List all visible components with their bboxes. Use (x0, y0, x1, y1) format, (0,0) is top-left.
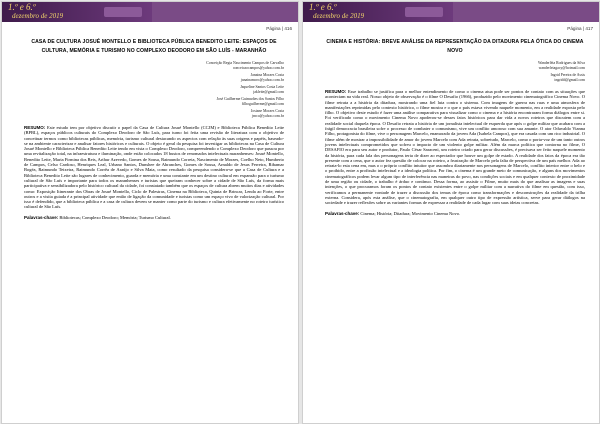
abstract-label: RESUMO: (325, 89, 347, 94)
abstract-label: RESUMO: (24, 125, 46, 130)
keywords (24, 215, 284, 220)
author-name: Jaqueline Santos Costa Leite (240, 85, 284, 89)
journal-banner (303, 2, 599, 22)
author-email: janainamorc@yahoo.com.br (240, 78, 284, 82)
abstract (325, 89, 585, 206)
keywords-label: Palavras-chave: (24, 214, 59, 220)
author-email: filhoguilherme@gmail.com (241, 102, 284, 106)
banner-right-band (152, 2, 298, 22)
journal-date: dezembro de 2019 (313, 12, 365, 20)
author (325, 61, 585, 71)
journal-title: 1.º e 6.º (8, 2, 36, 12)
author (24, 85, 284, 95)
right-page (302, 1, 600, 424)
author-list (325, 61, 585, 83)
author-name: Conceição Regia Nascimento Campos de Carvalho (206, 61, 284, 65)
keywords-text: Bibliotecas; Complexo Deodoro; Memória; Turismo Cultural. (59, 214, 171, 220)
author-name: Wanderléia Rodrigues da Silva (537, 61, 585, 65)
author (24, 61, 284, 71)
keywords (325, 211, 585, 216)
keywords-text: Cinema; História; Ditadura; Movimento Cinema Novo. (360, 210, 461, 216)
author-name: Janaina Moraes Costa (250, 73, 284, 77)
abstract-text: Este estudo tem por objetivo discutir o papel da Casa de Cultura Josué Montello (CCJM) e Biblioteca Pública Benedito Leite (BPBL), espaços públicos culturais do Complexo Deodoro de São Luís, para turno foi feita uma revisão de literatura com o objetivo de conceituar termos como bibliotecas públicas, memória, turismo cultural destacando os aspectos com relação às suas origens e papéis, baseado-se na ambiente caracterizar e analisar fatores históricos e culturais. O objeto é geral da pesquisa foi investigar as bibliotecas na Casa de Cultura Josué Montello e Biblioteca Pública Benedito Leite tendo em vista o Complexo Deodoro, compreendendo o Complexo Deodoro que passou por uma revitalização total, na infraestrutura e iluminação, onde estão colocados 18 bustos de renomados intelectuais maranhenses: Josué Montello, Benedito Leite, Maria Firmina dos Reis, Arthur Azevedo, Gomes de Sousa, Raimundo Correia, Nascimento de Moraes, Coelho Neto, Humberto de Campos, Celso Cardoso, Henriques Leal, Urbano Santos, Dunshee de Abranches, Gomes de Sousa, Arnaldo de Jesus Ferreira, Ribamar Bogéa, Raimundo Teixeira, Raimundo Corrêa de Araújo e Silva Maia, como resultado da pesquisa considera-se que a Casa de Cultura e a Biblioteca Benedito Leite são lugares de conhecimento, guarda e memória e uma constante em um destino cultural em expansão para o turismo cultural de São Luís e importante para todos os maranhenses e turistas que queiram conhecer sobre a cidade de São Luís, da forma mais participativa e sensibilizadora pelo histórico cultural da cidade, foi constatado também que os espaços de cultura abrem muitos dias e atividades como: Exposição Itinerante dos Obras de Josué Montello, Ciclo de Palestras, Cinema na Biblioteca, Quinta de Brincar, Lenda ao Forte, entre outros e a visita guiada é a principal atividade que então de ligação da comunidade e turistas como um espaço vivo de valorização cultural. Por isso é defendido, que a biblioteca pública e a casa de cultura devem se manter como parte do turismo e cultura efetivamente no roteiro turístico cultural de São Luís. (24, 125, 284, 210)
banner-decoration (405, 7, 443, 17)
article-title: CASA DE CULTURA JOSUÉ MONTELLO E BIBLIOTECA PÚBLICA BENEDITO LEITE: ESPAÇOS DE CULTURA, MEMÓRIA E TURISMO NO COMPLEXO DEODORO EM SÃO LUÍS - MARANHÃO (31, 39, 277, 54)
author-name: José Guilherme Guimarães dos Santos Filho (216, 97, 284, 101)
author (24, 109, 284, 119)
article-content (325, 38, 585, 216)
author-email: conceicaocampos@yahoo.com.br (232, 66, 284, 70)
abstract-text: Esse trabalho se justifica para o melhor entendimento de como o cinema atua pode ser pontos de contato com as situações que aconteciam na vida real. Nosso objeto de observação é o filme O Desafio (1966), produzido pelo movimento cinematográfico Cinema Novo. O filme retrata a a história da ditadura, mostrando uma fiel luta contra o sistema. Com imagens de guerra nas ruas e uma atmosfera de manifestações reprimidas pelo contexto histórico, o filme mostra e o que o país estava vivendo naquele momento, em a realidade exposta pelo filho. O objetivo deste estudo é fazer uma análise comparativa para visualizar como o cinema e a história encontraram forma diálogos entre si. Foi verificado como o movimento Cinema Novo apoderou-se desses fatos históricos para dar vida a novos roteiros que discutem com a realidade social daquela época. O Desafio retrata a história de um jornalista intelectual de esquerda que após o golpe militar que acabara com a frágil democracia brasileira sofre o processo de combater o comunismo, vive um conflito amoroso com sua amante. O ator Oduvaldo Vianna Filho, protagonista do filme, vive o personagem Marcelo, enamorado da jovem Ada (Isabela Campos), que era casada com um rico industrial. O filme além de mostrar a impossibilidade de amor do jovem Marcelo com Ada retrata, sobretudo, Marcelo, como o porta-voz de um tanto outros jovens intelectuais comprometidos que sofreu o impacto de um violento golpe militar. Além da marca política que contorna no filme, O DESAFIO era para seu autor e produtor, Paulo César Saraceni, um roteiro criado para gerar discussões, é precisava ser feito naquele momento da história, para cada fala dos personagens teria de dizer ao espectador que houve um golpe de estado. A realidade dos fatos da época era tão presente com a cena, que o autor fez questão de colocar na roteiro, a frustração de Marcelo pela falta de perspectiva de um país melhor. Ada ao retrata-lo esta cena em, mas o o próprio conflito intuitor que assombra diariamente nos personagens de Marcelo, conflito interior entre o belo e o proibido, entre a profissão intelectual e a ideologia política. Por fim, o cinema é um grande meio de comunicação, e alguns dos movimentos cinematográficos podem levar algum tipo de interferência nas maneiras do povo, nas condições sociais e em qualquer contexto de proximidade de uma região ou cidade, o trabalho é árduo e contínuo. Dessa forma, ao assistir o Filme, muito mais do que analisar as imagens e suas intenções, o que procuramos foram os pontos de contato existentes entre o golpe militar com a narrativa do filme em questão, com isso, verificamos a permanente vontade de trazer a discussão dos temas de época como transformações e desconstruções da realidade da trilha externa. Considera, após esta análise, que o cinematografia, em qualquer outro tipo de expressão artística, serve para gerar diálogos na sociedade e trazer reflexões sobre as variantes formas de expressar a realidade de cada lugar com suas ideias concretas. (325, 89, 585, 206)
author-name: Josiane Moraes Costa (250, 109, 284, 113)
article-content (24, 38, 284, 220)
page-number: Página | 416 (266, 26, 292, 31)
article-title: CINEMA E HISTÓRIA: BREVE ANÁLISE DA REPRESENTAÇÃO DA DITADURA PELA ÓTICA DO CINEMA NOVO (326, 39, 584, 54)
banner-decoration (104, 7, 142, 17)
author-email: wanderleiagacy@hotmail.com (538, 66, 585, 70)
page-number: Página | 417 (567, 26, 593, 31)
abstract (24, 125, 284, 210)
author (24, 73, 284, 83)
keywords-label: Palavras-chave: (325, 210, 360, 216)
author-list (24, 61, 284, 119)
journal-date: dezembro de 2019 (12, 12, 64, 20)
author-email: jmco@yahoo.com.br (252, 114, 284, 118)
journal-title: 1.º e 6.º (309, 2, 337, 12)
left-page (1, 1, 299, 424)
author-email: jakleite@gmail.com (253, 90, 284, 94)
author (24, 97, 284, 107)
author-name: Ingrid Pereira de Assis (550, 73, 585, 77)
banner-right-band (453, 2, 599, 22)
author (325, 73, 585, 83)
journal-banner (2, 2, 298, 22)
author-email: ingridd@gmail.com (554, 78, 585, 82)
